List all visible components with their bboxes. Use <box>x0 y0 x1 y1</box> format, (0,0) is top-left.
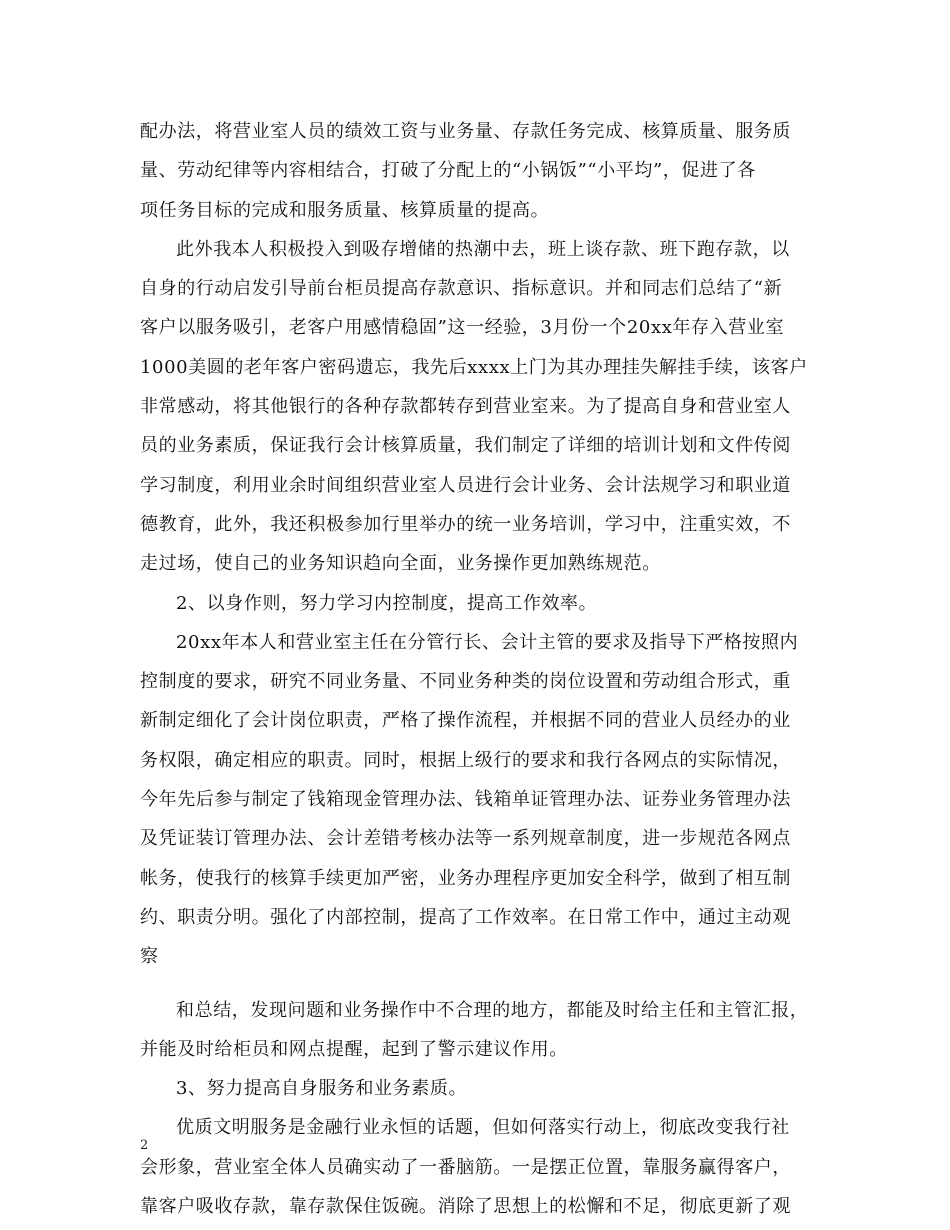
text-line: 帐务，使我行的核算手续更加严密，业务办理程序更加安全科学，做到了相互制 <box>140 867 791 889</box>
paragraph-start: 20xx年本人和营业室主任在分管行长、会计主管的要求及指导下严格按照内 <box>176 631 799 653</box>
text-line: 约、职责分明。强化了内部控制，提高了工作效率。在日常工作中，通过主动观 <box>140 906 791 928</box>
paragraph-gap <box>140 977 830 991</box>
paragraph-start: 此外我本人积极投入到吸存增储的热潮中去，班上谈存款、班下跑存款，以 <box>176 238 790 260</box>
text-line: 1000美圆的老年客户密码遗忘，我先后xxxx上门为其办理挂失解挂手续，该客户 <box>140 356 808 378</box>
paragraph-start: 优质文明服务是金融行业永恒的话题，但如何落实行动上，彻底改变我行社 <box>176 1117 790 1139</box>
text-line: 靠客户吸收存款，靠存款保住饭碗。消除了思想上的松懈和不足，彻底更新了观 <box>140 1196 791 1218</box>
text-line: 察 <box>140 946 159 968</box>
text-line: 配办法，将营业室人员的绩效工资与业务量、存款任务完成、核算质量、服务质 <box>140 121 791 142</box>
text-line: 今年先后参与制定了钱箱现金管理办法、钱箱单证管理办法、证券业务管理办法 <box>140 789 791 811</box>
section-heading: 3、努力提高自身服务和业务素质。 <box>176 1078 468 1100</box>
text-line: 学习制度，利用业余时间组织营业室人员进行会计业务、会计法规学习和职业道 <box>140 474 791 496</box>
text-line: 新制定细化了会计岗位职责，严格了操作流程，并根据不同的营业人员经办的业 <box>140 710 791 732</box>
text-line: 自身的行动启发引导前台柜员提高存款意识、指标意识。并和同志们总结了“新 <box>140 278 783 300</box>
text-line: 务权限，确定相应的职责。同时，根据上级行的要求和我行各网点的实际情况， <box>140 749 791 771</box>
text-line: 走过场，使自己的业务知识趋向全面，业务操作更加熟练规范。 <box>140 553 661 575</box>
text-line: 量、劳动纪律等内容相结合，打破了分配上的“小锅饭”“小平均”，促进了各 <box>140 160 756 182</box>
document-body <box>140 112 830 1226</box>
text-line: 及凭证装订管理办法、会计差错考核办法等一系列规章制度，进一步规范各网点 <box>140 828 791 850</box>
text-line: 德教育，此外，我还积极参加行里举办的统一业务培训，学习中，注重实效，不 <box>140 513 791 535</box>
text-line: 非常感动，将其他银行的各种存款都转存到营业室来。为了提高自身和营业室人 <box>140 396 791 418</box>
text-line: 会形象，营业室全体人员确实动了一番脑筋。一是摆正位置，靠服务赢得客户， <box>140 1156 791 1178</box>
section-heading: 2、以身作则，努力学习内控制度，提高工作效率。 <box>176 592 598 614</box>
paragraph-start: 和总结，发现问题和业务操作中不合理的地方，都能及时给主任和主管汇报， <box>176 999 809 1021</box>
text-line: 员的业务素质，保证我行会计核算质量，我们制定了详细的培训计划和文件传阅 <box>140 435 791 457</box>
text-line: 并能及时给柜员和网点提醒，起到了警示建议作用。 <box>140 1038 568 1060</box>
text-line: 控制度的要求，研究不同业务量、不同业务种类的岗位设置和劳动组合形式，重 <box>140 671 791 693</box>
page-number: 2 <box>140 1138 149 1153</box>
text-line: 客户以服务吸引，老客户用感情稳固”这一经验，3月份一个20xx年存入营业室 <box>140 317 785 339</box>
text-line: 项任务目标的完成和服务质量、核算质量的提高。 <box>140 199 550 221</box>
